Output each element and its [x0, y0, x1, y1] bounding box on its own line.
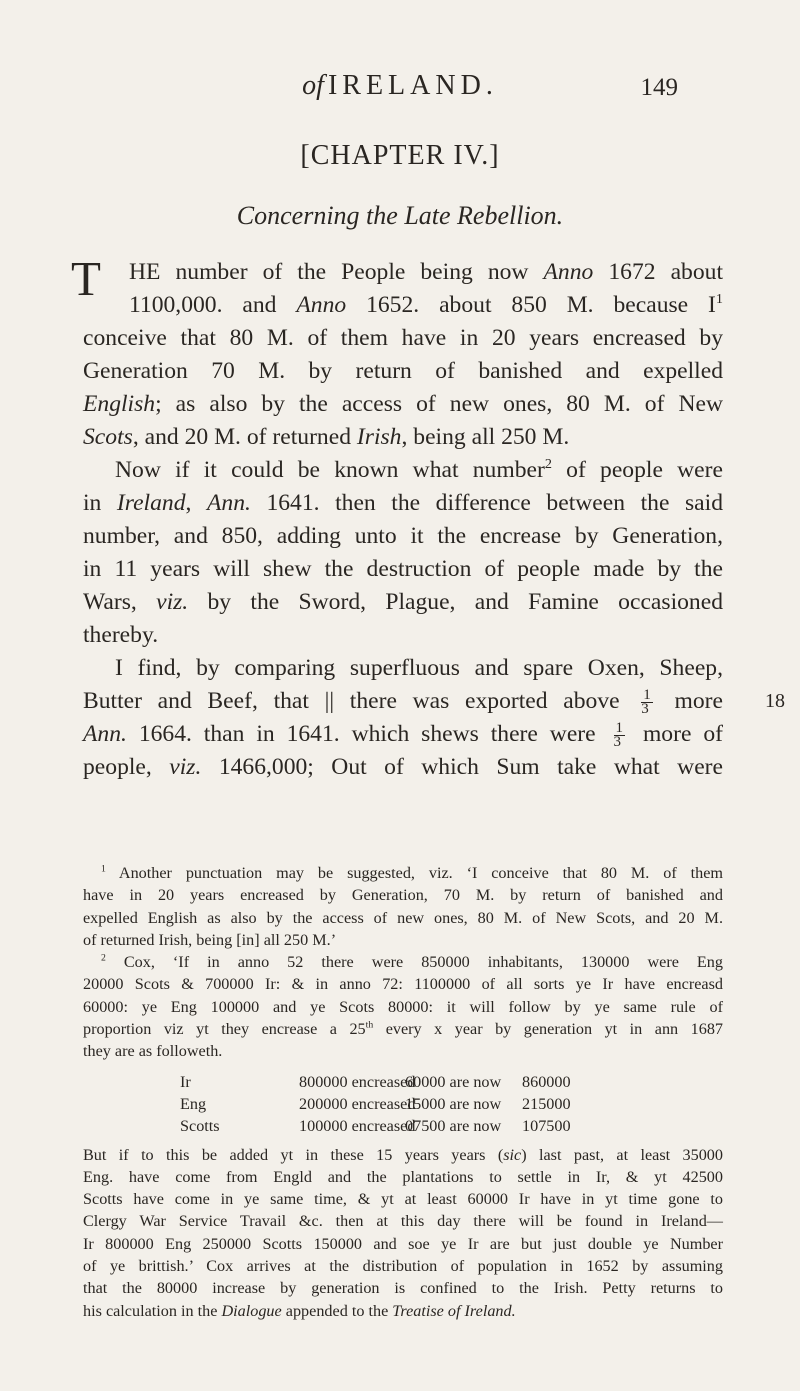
- paragraph-1-line: 1100,000. and Anno 1652. about 850 M. because $I^1$: [129, 291, 723, 318]
- footnote-2-line: of ye brittish.’ Cox arrives at the distribution of population in 1652 by assuming: [83, 1257, 723, 1276]
- table-cell: 860000: [522, 1072, 571, 1091]
- paragraph-2-line: thereby.: [83, 622, 159, 648]
- body-text: [71, 251, 785, 784]
- footnote-2-line: Eng. have come from Engld and the plantations to settle in Ir, & yt 42500: [83, 1167, 723, 1186]
- footnote-2-line: they are as followeth.: [83, 1042, 223, 1061]
- table-cell: Eng: [180, 1094, 207, 1113]
- fraction-one-third: $\frac{1}{3}$: [613, 720, 624, 751]
- footnote-2-line: proportion viz yt they encrease a 25th every x year by generation yt in ann 1687: [83, 1019, 724, 1039]
- table-cell: 15000 are now: [405, 1094, 502, 1113]
- footnote-2-line: Ir 800000 Eng 250000 Scotts 150000 and soe ye Ir are but just double ye Number: [83, 1234, 723, 1253]
- chapter-subtitle: Concerning the Late Rebellion.: [236, 201, 564, 230]
- footnote-2-line: But if to this be added yt in these 15 years years (sic) last past, at least 35000: [83, 1145, 723, 1164]
- table-cell: 215000: [522, 1094, 571, 1113]
- chapter-heading: [CHAPTER IV.]: [300, 140, 500, 171]
- footnote-2-line: his calculation in the Dialogue appended to the Treatise of Ireland.: [83, 1301, 516, 1320]
- table-cell: 07500 are now: [405, 1117, 502, 1136]
- paragraph-3-line: Ann. 1664. than in 1641. which shews there were $\frac{1}{3}$ more of: [83, 720, 723, 751]
- table-cell: Scotts: [180, 1117, 220, 1136]
- table-spacer: [83, 1063, 723, 1071]
- paragraph-3-line: Butter and Beef, that || there was exported above $\frac{1}{3}$ more 18: [83, 685, 723, 718]
- footnote-2-line: $^2$ Cox, ‘If in anno 52 there were 850000 inhabitants, 130000 were Eng: [101, 952, 723, 972]
- table-cell: 100000 encreased: [299, 1117, 416, 1136]
- footnote-2-line: that the 80000 increase by generation is confined to the Irish. Petty returns to: [83, 1279, 723, 1298]
- paragraph-2-line: number, and 850, adding unto it the encrease by Generation,: [83, 523, 723, 549]
- table-cell: 200000 encreased: [299, 1094, 416, 1113]
- footnote-ref-2: 2: [544, 456, 552, 473]
- footnote-1-line: have in 20 years encreased by Generation, 70 M. by return of banished and: [83, 886, 723, 905]
- paragraph-1-line: Scots, and 20 M. of returned Irish, being all 250 M.: [83, 424, 570, 450]
- paragraph-2-line: Wars, viz. by the Sword, Plague, and Famine occasioned: [83, 589, 723, 615]
- margin-page-number: 18: [765, 690, 785, 712]
- paragraph-2-line: in 11 years will shew the destruction of people made by the: [83, 556, 723, 582]
- running-title: of IRELAND.: [302, 70, 498, 101]
- paragraph-1-line: T HE number of the People being now Anno 1672 about: [71, 251, 724, 306]
- footnote-1-line: $^1$ Another punctuation may be suggested, viz. ‘I conceive that 80 M. of them: [101, 863, 723, 882]
- population-table: [180, 1071, 723, 1138]
- paragraph-1-line: English; as also by the access of new ones, 80 M. of New: [83, 391, 723, 417]
- footnote-1-line: expelled English as also by the access of new ones, 80 M. of New Scots, and 20 M.: [83, 908, 723, 927]
- table-cell: Ir: [180, 1072, 191, 1091]
- footnote-mark-2: 2: [101, 952, 106, 964]
- paragraph-1-line: conceive that 80 M. of them have in 20 years encreased by: [83, 325, 723, 351]
- footnote-2-line: Scotts have come in ye same time, & yt at least 60000 Ir have in yt time gone to: [83, 1190, 723, 1209]
- page-number: 149: [640, 74, 678, 101]
- paragraph-3-line: I find, by comparing superfluous and spare Oxen, Sheep,: [115, 655, 723, 681]
- table-cell: 60000 are now: [405, 1072, 502, 1091]
- fraction-one-third: $\frac{1}{3}$: [641, 687, 651, 718]
- footnote-mark-1: 1: [101, 863, 106, 875]
- paragraph-2-line: in Ireland, Ann. 1641. then the difference between the said: [83, 490, 723, 516]
- footnote-2-line: Clergy War Service Travail &c. then at this day there will be found in Ireland—: [83, 1212, 723, 1231]
- footnote-1-line: of returned Irish, being [in] all 250 M.’: [83, 930, 337, 949]
- table-cell: 800000 encreased: [299, 1072, 416, 1091]
- table-cell: 107500: [522, 1117, 571, 1136]
- paragraph-3-line: people, viz. 1466,000; Out of which Sum take what were: [83, 754, 723, 780]
- footnote-2-line: 60000: ye Eng 100000 and ye Scots 80000: it will follow by ye same rule of: [83, 997, 723, 1016]
- running-header: [0, 70, 800, 110]
- footnote-2-line: 20000 Scots & 700000 Ir: & in anno 72: 1100000 of all sorts ye Ir have encreasd: [83, 975, 723, 994]
- paragraph-1-line: Generation 70 M. by return of banished and expelled: [83, 358, 723, 384]
- footnote-ref-1: 1: [715, 291, 723, 308]
- footnotes: [83, 862, 723, 1322]
- drop-cap: T: [71, 251, 101, 306]
- paragraph-2-line: Now if it could be known what number$^2$ of people were: [115, 456, 723, 483]
